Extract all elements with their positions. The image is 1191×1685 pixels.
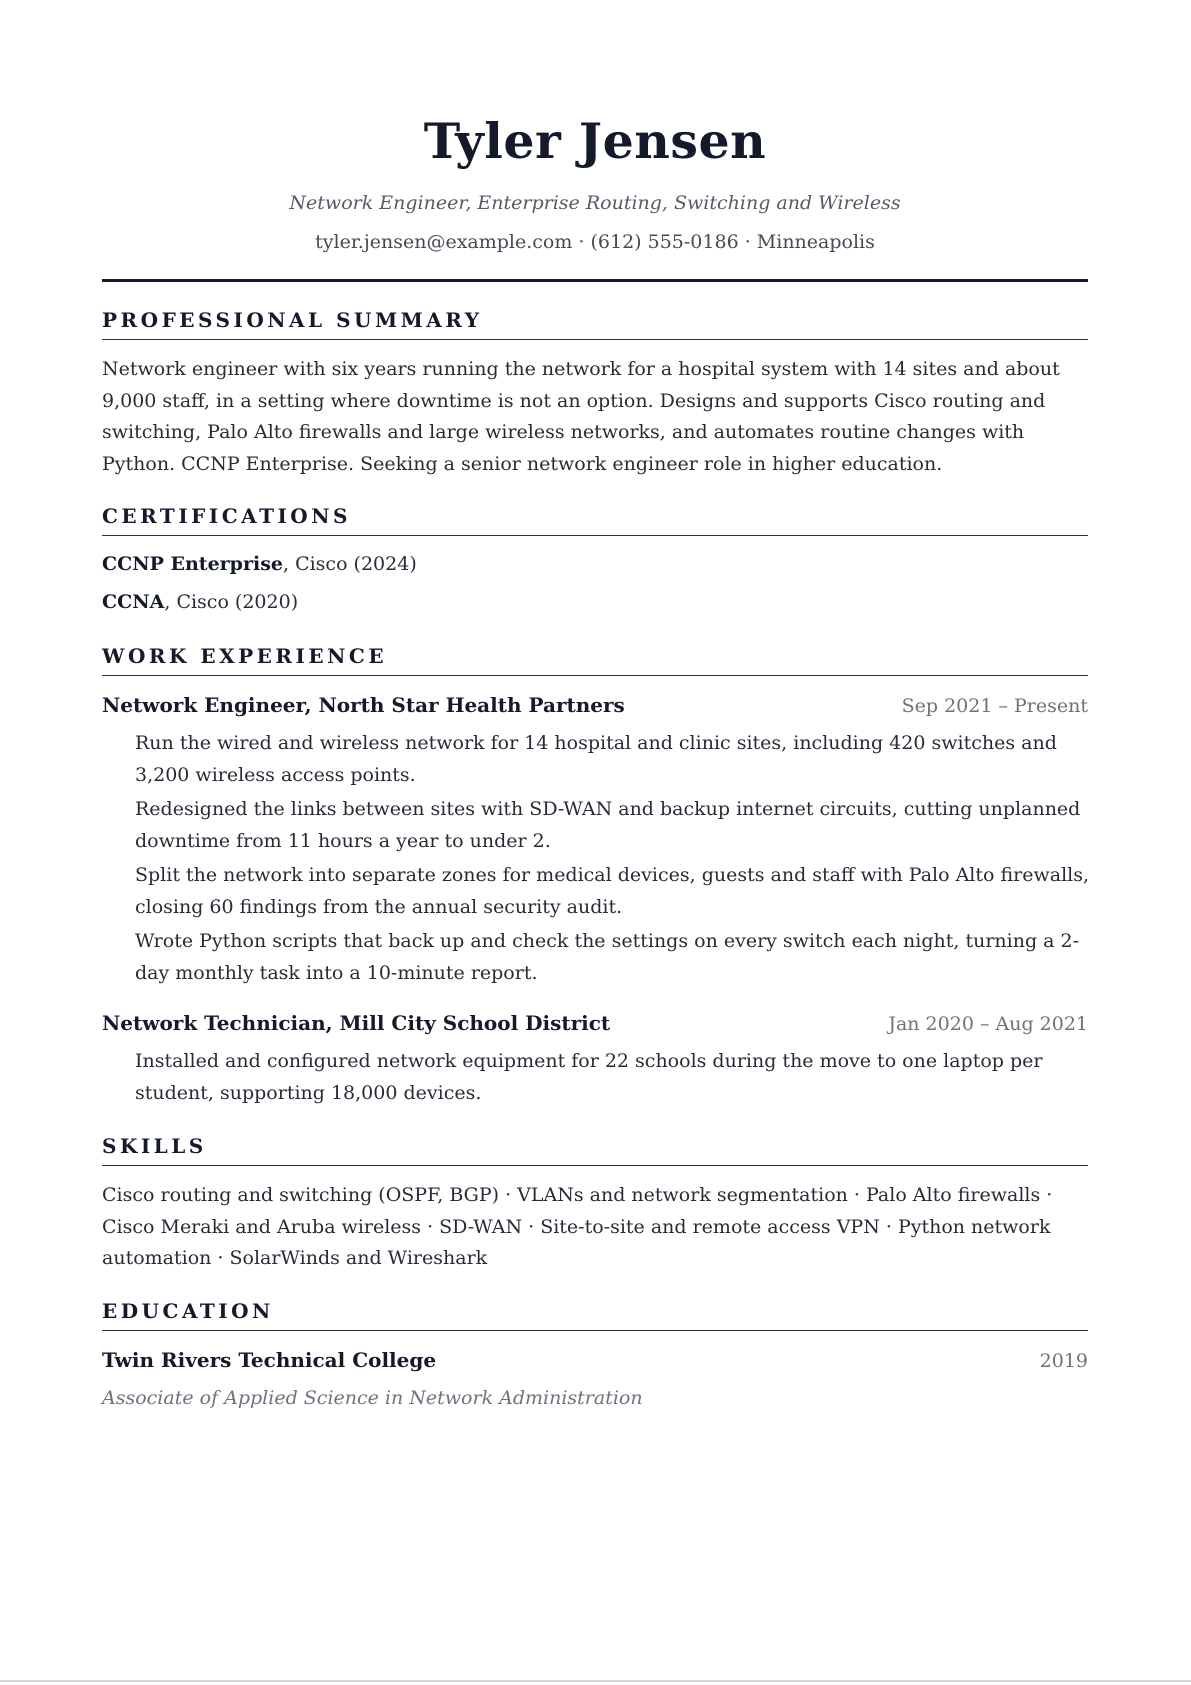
job-bullet: Run the wired and wireless network for 14 hospital and clinic sites, including 420 switches and 3,200 wireless access points. — [135, 732, 1057, 786]
job-bullets — [135, 1046, 1090, 1112]
certification-name: CCNA — [102, 591, 165, 613]
section-title-experience: WORK EXPERIENCE — [102, 644, 1088, 676]
job-bullet: Installed and configured network equipment for 22 schools during the move to one laptop per student, supporting 18,000 devices. — [135, 1050, 1043, 1104]
section-title-skills: SKILLS — [102, 1134, 1088, 1166]
job-title: Network Technician, Mill City School District — [102, 1011, 611, 1035]
summary-text: Network engineer with six years running the network for a hospital system with 14 sites and about 9,000 staff, in a setting where downtime is not an option. Designs and supports Cisco routing and switching, Palo Alto firewalls and large wireless networks, and automates routine changes with Python. CCNP Enterprise. Seeking a senior network engineer role in higher education. — [102, 358, 1060, 475]
education-header — [102, 1348, 1088, 1372]
section-title-certifications: CERTIFICATIONS — [102, 504, 1088, 536]
job-header — [102, 1011, 1088, 1035]
job-dates: Sep 2021 – Present — [901, 695, 1088, 717]
job-dates: Jan 2020 – Aug 2021 — [888, 1013, 1088, 1035]
degree-name: Associate of Applied Science in Network Administration — [102, 1387, 643, 1409]
page-bottom-edge — [0, 1680, 1191, 1682]
skills-text: Cisco routing and switching (OSPF, BGP) · VLANs and network segmentation · Palo Alto firewalls · Cisco Meraki and Aruba wireless · SD-WAN · Site-to-site and remote access VPN · Python network automation · SolarWinds and Wireshark — [102, 1184, 1053, 1269]
certification-item — [102, 553, 417, 575]
certification-item — [102, 591, 298, 613]
certification-name: CCNP Enterprise — [102, 553, 283, 575]
certification-detail: , Cisco (2020) — [164, 591, 299, 613]
school-name: Twin Rivers Technical College — [102, 1348, 437, 1372]
graduation-year: 2019 — [1039, 1350, 1088, 1372]
candidate-headline: Network Engineer, Enterprise Routing, Switching and Wireless — [289, 192, 901, 214]
job-bullet: Redesigned the links between sites with SD-WAN and backup internet circuits, cutting unplanned downtime from 11 hours a year to under 2. — [135, 798, 1081, 852]
section-title-summary: PROFESSIONAL SUMMARY — [102, 308, 1088, 340]
job-title: Network Engineer, North Star Health Partners — [102, 693, 625, 717]
job-bullet: Split the network into separate zones for medical devices, guests and staff with Palo Alto firewalls, closing 60 findings from the annual security audit. — [135, 864, 1090, 918]
section-title-education: EDUCATION — [102, 1299, 1088, 1331]
contact-line: tyler.jensen@example.com · (612) 555-0186 · Minneapolis — [315, 231, 875, 253]
certification-detail: , Cisco (2024) — [282, 553, 417, 575]
job-bullet: Wrote Python scripts that back up and check the settings on every switch each night, turning a 2-day monthly task into a 10-minute report. — [135, 930, 1080, 984]
job-bullets — [135, 728, 1090, 992]
candidate-name: Tyler Jensen — [423, 112, 767, 170]
header-divider — [102, 279, 1088, 282]
job-header — [102, 693, 1088, 717]
